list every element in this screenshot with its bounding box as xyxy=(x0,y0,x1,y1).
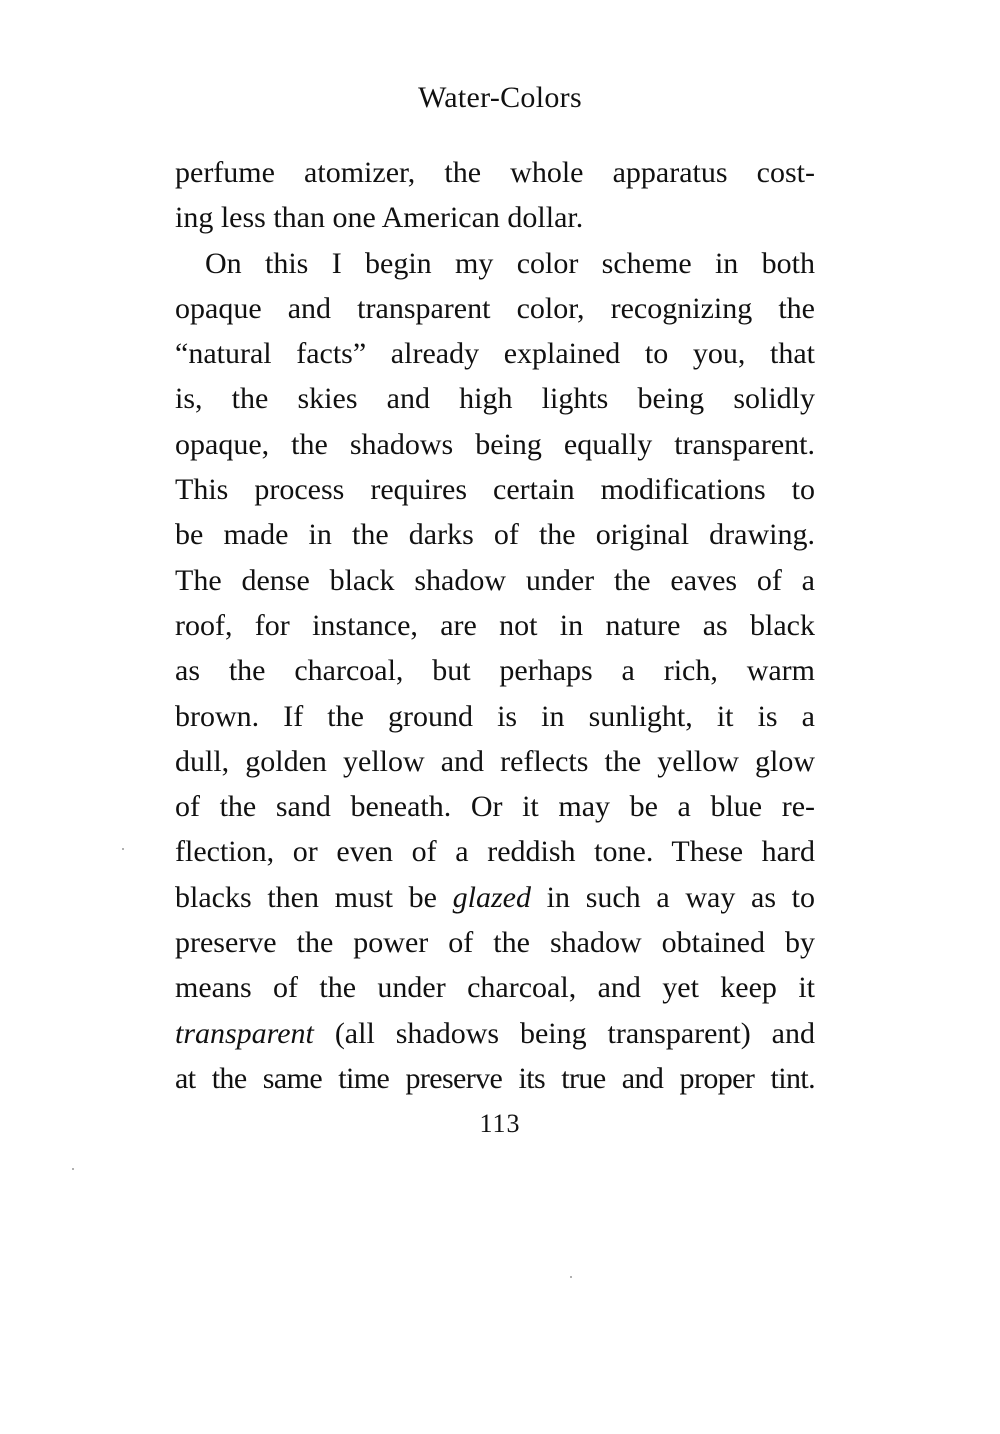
text-line: at the same time preserve its true and proper tint. xyxy=(175,1061,815,1095)
text-line: opaque, the shadows being equally transparent. xyxy=(175,427,815,461)
scan-speck xyxy=(122,848,124,850)
text-line: preserve the power of the shadow obtained by xyxy=(175,926,815,960)
text-line: This process requires certain modifications to xyxy=(175,473,815,507)
text-line: On this I begin my color scheme in both xyxy=(205,246,815,280)
text-line: of the sand beneath. Or it may be a blue re- xyxy=(175,790,815,824)
text-line: means of the under charcoal, and yet keep it xyxy=(175,971,815,1005)
text-line: roof, for instance, are not in nature as black xyxy=(175,608,815,642)
page-number: 113 xyxy=(479,1109,521,1138)
text-line: blacks then must be glazed in such a way as to xyxy=(175,880,816,914)
text-line: perfume atomizer, the whole apparatus cost- xyxy=(175,156,815,189)
emphasis-transparent: transparent xyxy=(175,1016,314,1050)
text-line: The dense black shadow under the eaves of a xyxy=(175,563,815,597)
body-text xyxy=(175,150,815,1101)
text-line: transparent (all shadows being transparent) and xyxy=(175,1016,815,1050)
emphasis-glazed: glazed xyxy=(452,880,531,914)
text-line: brown. If the ground is in sunlight, it is a xyxy=(175,699,815,733)
text-line: dull, golden yellow and reflects the yellow glow xyxy=(175,744,815,778)
text-line: ing less than one American dollar. xyxy=(175,201,584,235)
text-line: opaque and transparent color, recognizing the xyxy=(175,291,815,325)
scan-speck xyxy=(72,1168,74,1170)
text-line: as the charcoal, but perhaps a rich, warm xyxy=(175,654,815,688)
scan-speck xyxy=(570,1276,572,1278)
text-line: flection, or even of a reddish tone. These hard xyxy=(175,835,815,869)
text-line: is, the skies and high lights being solidly xyxy=(175,382,815,416)
running-head: Water-Colors xyxy=(418,81,582,114)
text-line: be made in the darks of the original drawing. xyxy=(175,518,815,552)
text-line: “natural facts” already explained to you, that xyxy=(175,337,815,371)
